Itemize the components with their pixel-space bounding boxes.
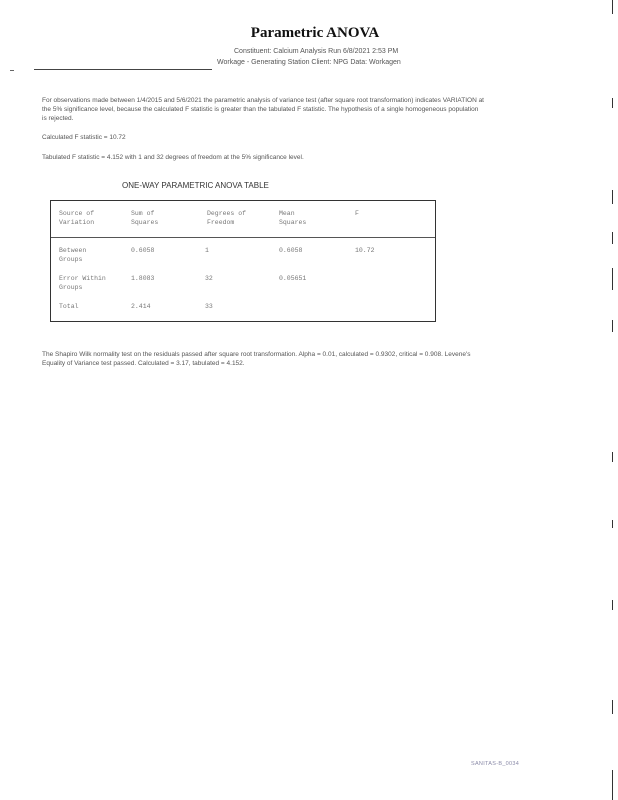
intro-line-3: is rejected. [42, 115, 74, 122]
tabulated-f-statistic: Tabulated F statistic = 4.152 with 1 and 32 degrees of freedom at the 5% significance level. [42, 154, 304, 161]
table-row-error-source: Error Within Groups [59, 275, 106, 291]
header-mean-squares: Mean Squares [279, 210, 307, 226]
table-cell-ss: 1.8083 [131, 275, 155, 282]
header-f: F [355, 210, 359, 217]
table-cell-df: 1 [205, 247, 209, 254]
intro-line-1: For observations made between 1/4/2015 and 5/6/2021 the parametric analysis of variance test (after square root transformation) indicates VARIATION at [42, 97, 484, 104]
header-sum-of-squares: Sum of Squares [131, 210, 159, 226]
header-rule [34, 69, 212, 70]
anova-table-title: ONE-WAY PARAMETRIC ANOVA TABLE [122, 181, 269, 190]
table-cell-ss: 2.414 [131, 303, 151, 310]
page-title: Parametric ANOVA [250, 25, 380, 41]
scan-edge-marks [612, 0, 614, 800]
page-footer-id: SANITAS-B_0034 [471, 761, 520, 767]
margin-tick [10, 70, 14, 71]
table-cell-f: 10.72 [355, 247, 375, 254]
footnote-line-1: The Shapiro Wilk normality test on the residuals passed after square root transformation. Alpha = 0.01, calculated = 0.9302, critical = 0.908. Levene's [42, 351, 471, 358]
table-cell-ss: 0.6058 [131, 247, 155, 254]
footnote-paragraph [42, 350, 582, 368]
header-source: Source of Variation [59, 210, 95, 226]
table-cell-ms: 0.6058 [279, 247, 303, 254]
footnote-line-2: Equality of Variance test passed. Calculated = 3.17, tabulated = 4.152. [42, 360, 245, 367]
calculated-f-statistic: Calculated F statistic = 10.72 [42, 134, 126, 141]
subtitle-line-2: Workage - Generating Station Client: NPG Data: Workagen [217, 59, 401, 66]
table-cell-ms: 0.05651 [279, 275, 307, 282]
intro-line-2: the 5% significance level, because the calculated F statistic is greater than the tabulated F statistic. The hypothesis of a single homogeneous population [42, 106, 479, 113]
subtitle-line-1: Constituent: Calcium Analysis Run 6/8/2021 2:53 PM [234, 48, 399, 55]
intro-paragraph [42, 96, 562, 123]
table-row-between-source: Between Groups [59, 247, 87, 263]
table-row-total-source: Total [59, 303, 79, 310]
table-cell-df: 32 [205, 275, 213, 282]
table-cell-df: 33 [205, 303, 213, 310]
header-degrees-of-freedom: Degrees of Freedom [207, 210, 247, 226]
anova-table [50, 200, 436, 322]
